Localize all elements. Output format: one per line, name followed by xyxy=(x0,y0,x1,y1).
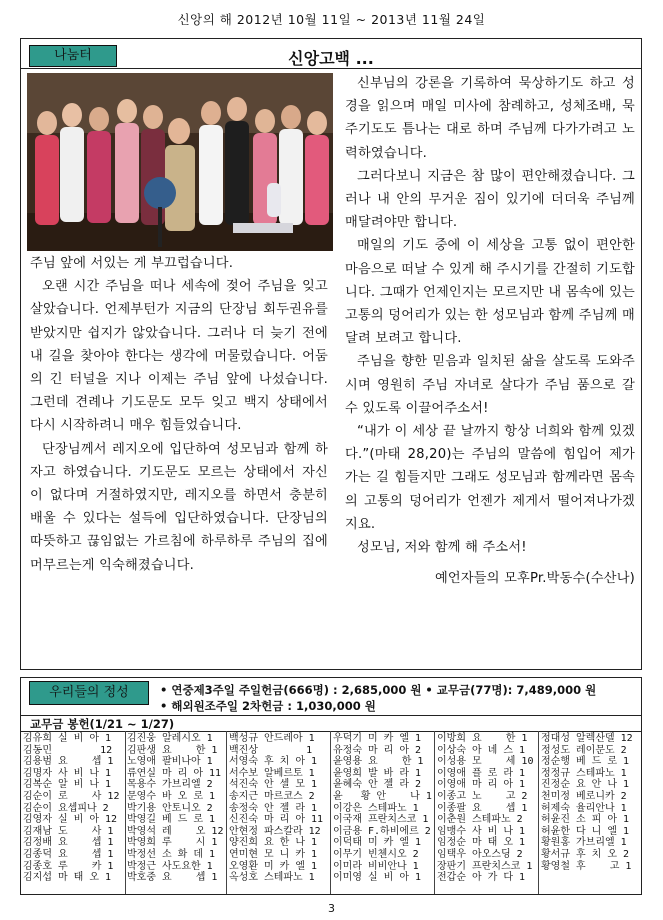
dues-entry: 류연실 마 리 아 11 xyxy=(127,767,222,779)
dues-entry: 김판생 요 한 1 xyxy=(127,744,218,756)
dues-entry: 임택우 아오스딩 2 xyxy=(437,848,523,860)
dues-entry: 박영희 루 시 1 xyxy=(127,837,218,849)
dues-column xyxy=(23,733,119,884)
paragraph: “내가 이 세상 끝 날까지 항상 너희와 함께 있겠다.”(마태 28,20)는 주님의 말씀에 힘입어 제가 가는 길 힘들지만 그래도 성모님과 함께라면 몸속의 고통의 덩어리가 언젠가 제게서 떨어져나가겠지요. xyxy=(345,424,635,532)
dues-entry: 박기용 안토니오 2 xyxy=(127,802,213,814)
dues-entry: 서수보 알베르토 1 xyxy=(229,767,315,779)
dues-entry: 이상숙 아 녜 스 1 xyxy=(437,744,526,756)
dues-entry: 황영철 후 고 1 xyxy=(541,860,632,872)
column-divider xyxy=(330,731,331,894)
dues-entry: 정정규 스테파노 1 xyxy=(541,767,627,779)
dues-entry: 장판기 프란치스코 1 xyxy=(437,860,533,872)
dues-entry: 이종고 노 고 2 xyxy=(437,790,528,802)
dues-entry: 허윤진 소 피 아 1 xyxy=(541,814,630,826)
dues-entry: 송지근 마르코스 2 xyxy=(229,790,315,802)
dues-entry: 임정순 마 태 오 1 xyxy=(437,837,526,849)
dues-entry: 옥성호 스테파노 1 xyxy=(229,872,315,884)
title-divider xyxy=(20,68,642,69)
section-tag: 나눔터 xyxy=(29,45,117,67)
dues-entry: 천미정 베로니카 2 xyxy=(541,790,627,802)
offering-line-1: • 연중제3주일 주일헌금(666명) : 2,685,000 원 • 교무금(77명): 7,489,000 원 xyxy=(160,683,597,697)
dues-entry: 윤 황 안 나 1 xyxy=(333,790,432,802)
dues-entry: 목용수 가브리엘 2 xyxy=(127,779,213,791)
dues-entry: 정순행 베 드 로 1 xyxy=(541,756,630,768)
dues-column xyxy=(229,733,323,884)
page-number: 3 xyxy=(328,902,335,915)
offering-line-2: • 해외원조주일 2차헌금 : 1,030,000 원 xyxy=(160,699,376,713)
paragraph: 성모님, 저와 함께 해 주소서! xyxy=(357,540,527,556)
dues-entry: 김순이 요셉피나 2 xyxy=(23,802,109,814)
dues-entry: 송정숙 안 젤 라 1 xyxy=(229,802,318,814)
dues-entry: 이덕태 미 카 엘 1 xyxy=(333,837,422,849)
dues-entry: 정성도 레이문도 2 xyxy=(541,744,627,756)
dues-entry: 김정배 요 셉 1 xyxy=(23,837,114,849)
dues-entry: 유정숙 마 리 아 2 xyxy=(333,744,422,756)
dues-entry: 신진숙 마 리 아 11 xyxy=(229,814,324,826)
dues-entry: 김진웅 알레시오 1 xyxy=(127,733,213,744)
dues-entry: 이종팔 요 셉 1 xyxy=(437,802,528,814)
dues-entry: 김지섭 마 태 오 1 xyxy=(23,872,112,884)
dues-entry: 황서규 후 치 오 2 xyxy=(541,848,630,860)
dues-column xyxy=(127,733,223,884)
dues-entry: 임맹수 사 비 나 1 xyxy=(437,825,526,837)
dues-entry: 김영자 실 비 아 12 xyxy=(23,814,118,826)
column-divider xyxy=(434,731,435,894)
dues-entry: 서영숙 후 치 아 1 xyxy=(229,756,318,768)
column-divider xyxy=(226,731,227,894)
left-column xyxy=(30,252,328,577)
paragraph: 단장님께서 레지오에 입단하여 성모님과 함께 하자고 하였습니다. 기도문도 모르는 상태에서 자신이 없다며 거절하였지만, 레지오를 하면서 충분히 배울 수 있다는 설득에 입단하였습니다. 단장님의 따뜻하고 끊임없는 가르침에 하루하루 주님의 집에 머무르는게 익숙해졌습니다. xyxy=(30,441,328,573)
paragraph: 주님 앞에 서있는 게 부끄럽습니다. xyxy=(30,256,234,271)
dues-title: 교무금 봉헌(1/21 ~ 1/27) xyxy=(30,717,175,731)
dues-entry: 백진상 1 xyxy=(229,744,313,756)
paragraph: 매일의 기도 중에 이 세상을 고통 없이 편안한 마음으로 떠날 수 있게 해 주시기를 간절히 기도합니다. 그때가 언제인지는 모르지만 내 몸속에 있는 고통의 덩어리가 있는 한 성모님과 함께 주님께 매달려 보려고 합니다. xyxy=(345,238,635,347)
dues-entry: 허제숙 율리안나 1 xyxy=(541,802,627,814)
dues-entry: 백성규 안드레아 1 xyxy=(229,733,315,744)
dues-divider xyxy=(20,731,642,732)
dues-column xyxy=(437,733,533,884)
dues-entry: 문영수 바 오 로 1 xyxy=(127,790,216,802)
dues-entry: 이국재 프란치스코 1 xyxy=(333,814,429,826)
dues-entry: 김유희 실 비 아 1 xyxy=(23,733,112,744)
dues-entry: 박정근 사도요한 1 xyxy=(127,860,213,872)
paragraph: 오랜 시간 주님을 떠나 세속에 젖어 주님을 잊고 살았습니다. 언제부턴가 지금의 단장님 회두권유를 받았지만 쉽지가 않았습니다. 그러나 더 늦기 전에 내 길을 찾아야 한다는 생각에 머물렀습니다. 어둠의 긴 터널을 지나 이제는 주님 앞에 나섰습니다. 그런데 견례나 기도문도 모두 잊고 백지 상태에서 다시 시작하려니 매우 힘들었습니다. xyxy=(30,279,328,434)
dues-entry: 이춘원 스테파노 2 xyxy=(437,814,523,826)
paragraph: 그러다보니 지금은 참 많이 편안해졌습니다. 그러나 내 안의 무거운 짐이 있기에 더더욱 주님께 매달려야만 합니다. xyxy=(345,168,635,231)
dues-entry: 이무기 빈첸시오 2 xyxy=(333,848,419,860)
dues-entry: 안현정 파스칼라 12 xyxy=(229,825,321,837)
dues-entry: 진정순 요 안 나 1 xyxy=(541,779,630,791)
dues-entry: 김종호 루 카 1 xyxy=(23,860,114,872)
paragraph: 신부님의 강론을 기록하여 묵상하기도 하고 성경을 읽으며 매일 미사에 참례하고, 성체조배, 묵주기도도 틈나는 대로 하며 주님께 다가가려고 노력하였습니다. xyxy=(345,76,635,161)
dues-entry: 김명자 사 비 나 1 xyxy=(23,767,112,779)
dues-entry: 정대성 알렉산델 12 xyxy=(541,733,633,744)
dues-entry: 윤혜숙 안 젤 라 2 xyxy=(333,779,422,791)
dues-entry: 이강은 스테파노 1 xyxy=(333,802,419,814)
dues-entry: 황원홍 가브리엘 1 xyxy=(541,837,627,849)
dues-entry: 김용범 요 셉 1 xyxy=(23,756,114,768)
dues-entry: 이미라 비비안나 1 xyxy=(333,860,419,872)
dues-entry: 윤영희 발 바 라 1 xyxy=(333,767,422,779)
dues-entry: 이금용 F.하비에르 2 xyxy=(333,825,431,837)
offering-tag: 우리들의 정성 xyxy=(29,681,149,705)
dues-entry: 김종덕 요 셉 1 xyxy=(23,848,114,860)
group-photo xyxy=(27,73,333,251)
right-column xyxy=(345,72,635,590)
page-header: 신앙의 해 2012년 10월 11일 ~ 2013년 11월 24일 xyxy=(177,12,486,27)
dues-entry: 전갑순 아 가 다 1 xyxy=(437,872,526,884)
author-signature: 예언자들의 모후Pr.박동수(수산나) xyxy=(434,571,635,587)
column-divider xyxy=(538,731,539,894)
dues-entry: 박영석 레 오 12 xyxy=(127,825,224,837)
dues-column xyxy=(541,733,633,872)
dues-entry: 박호중 요 셉 1 xyxy=(127,872,218,884)
dues-entry: 김순이 로 사 12 xyxy=(23,790,120,802)
dues-entry: 양진희 요 한 나 1 xyxy=(229,837,318,849)
dues-entry: 이성용 모 세 10 xyxy=(437,756,534,768)
dues-entry: 이방희 요 한 1 xyxy=(437,733,528,744)
dues-entry: 김복순 알 비 나 1 xyxy=(23,779,112,791)
dues-entry: 오영환 미 카 엘 1 xyxy=(229,860,318,872)
dues-entry: 박정선 소 화 데 1 xyxy=(127,848,216,860)
dues-entry: 허윤한 다 니 엘 1 xyxy=(541,825,630,837)
article-title: 신앙고백 ... xyxy=(288,49,374,68)
dues-entry: 우덕기 미 카 엘 1 xyxy=(333,733,422,744)
dues-entry: 석진숙 안 셀 모 1 xyxy=(229,779,318,791)
dues-column xyxy=(333,733,432,884)
dues-entry: 이미영 실 비 아 1 xyxy=(333,872,422,884)
dues-entry: 이영애 플 로 라 1 xyxy=(437,767,526,779)
dues-entry: 이영애 마 리 아 1 xyxy=(437,779,526,791)
paragraph: 주님을 향한 믿음과 일치된 삶을 살도록 도와주시며 영원히 주님 자녀로 살다가 주님 품으로 갈 수 있도록 이끌어주소서! xyxy=(345,354,635,416)
dues-entry: 노영애 팔비나아 1 xyxy=(127,756,213,768)
column-divider xyxy=(125,731,126,894)
dues-entry: 윤영용 요 한 1 xyxy=(333,756,424,768)
dues-entry: 김동민 12 xyxy=(23,744,113,756)
dues-entry: 박영길 베 드 로 1 xyxy=(127,814,216,826)
dues-entry: 연미현 모 니 카 1 xyxy=(229,848,318,860)
dues-entry: 김재남 도 사 1 xyxy=(23,825,114,837)
